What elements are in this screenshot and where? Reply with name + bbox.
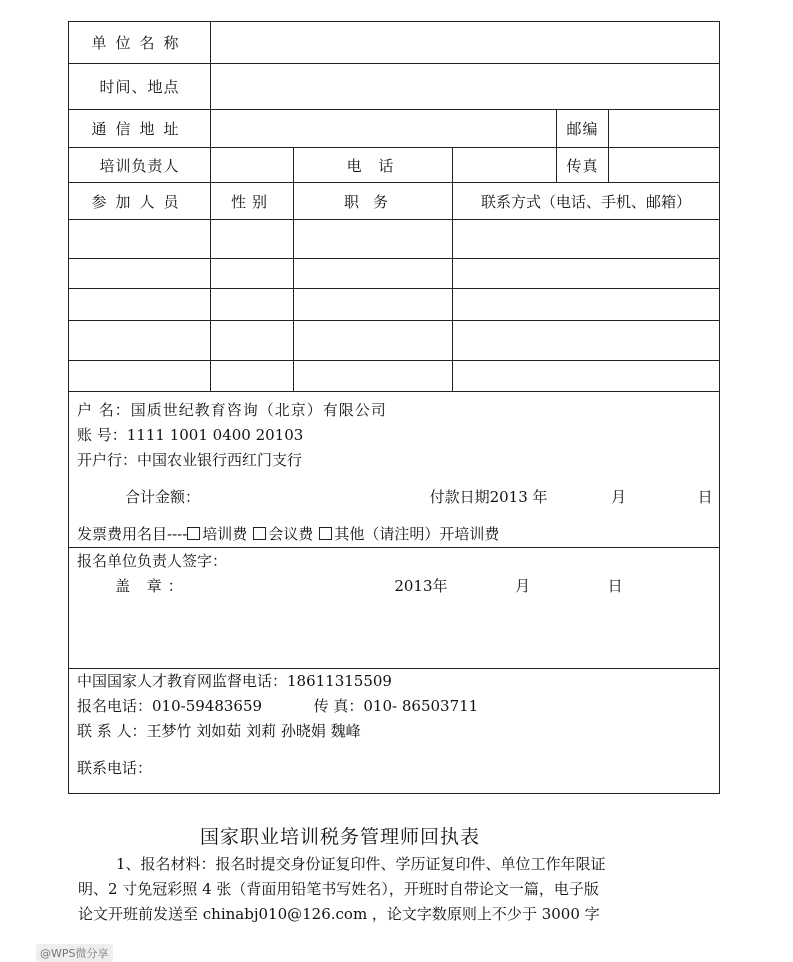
fax-field[interactable] — [609, 148, 720, 183]
checkbox-other[interactable] — [319, 527, 332, 540]
table-row — [69, 321, 720, 361]
table-row — [69, 220, 720, 259]
fax-number: 传 真：010- 86503711 — [313, 697, 479, 715]
participant-position-cell[interactable] — [294, 321, 453, 361]
phone-label: 电 话 — [294, 148, 453, 183]
total-amount-label: 合计金额： — [125, 488, 201, 506]
participant-position-cell[interactable] — [294, 220, 453, 259]
invoice-option-meeting: 会议费 — [268, 525, 314, 543]
supervise-phone: 中国国家人才教育网监督电话：18611315509 — [77, 672, 392, 690]
participant-contact-cell[interactable] — [453, 259, 720, 289]
page-title: 国家职业培训税务管理师回执表 — [200, 826, 481, 848]
wps-watermark: @WPS微分享 — [36, 944, 113, 962]
unit-name-label: 单位名称 — [69, 22, 211, 64]
invoice-option-training: 培训费 — [202, 525, 248, 543]
sign-year-label: 2013年 — [394, 577, 448, 595]
participant-contact-cell[interactable] — [453, 361, 720, 392]
pay-day-label: 日 — [697, 488, 713, 506]
registration-phone: 报名电话：010-59483659 — [77, 697, 263, 715]
sign-day-label: 日 — [607, 577, 623, 595]
signer-label: 报名单位负责人签字： — [77, 552, 228, 570]
trainer-field[interactable] — [211, 148, 294, 183]
signature-section — [69, 548, 720, 669]
notes-line: 论文开班前发送至 chinabj010@126.com ，论文字数原则上不少于 3000 字 — [78, 905, 600, 923]
participant-name-cell[interactable] — [69, 259, 211, 289]
participant-position-cell[interactable] — [294, 259, 453, 289]
postcode-field[interactable] — [609, 110, 720, 148]
table-row — [69, 259, 720, 289]
registration-form-table — [68, 21, 720, 794]
time-place-field[interactable] — [211, 64, 720, 110]
participants-gender-header: 性别 — [211, 183, 294, 220]
participant-name-cell[interactable] — [69, 289, 211, 321]
participants-position-header: 职务 — [294, 183, 453, 220]
phone-field[interactable] — [453, 148, 557, 183]
table-row — [69, 289, 720, 321]
account-name: 户 名：国质世纪教育咨询（北京）有限公司 — [77, 401, 387, 419]
participant-contact-cell[interactable] — [453, 289, 720, 321]
invoice-label: 发票费用名目---- — [77, 525, 188, 543]
payment-section — [69, 392, 720, 548]
participant-position-cell[interactable] — [294, 361, 453, 392]
bank-name: 开户行：中国农业银行西红门支行 — [77, 451, 303, 469]
participant-contact-cell[interactable] — [453, 321, 720, 361]
checkbox-meeting[interactable] — [253, 527, 266, 540]
unit-name-field[interactable] — [211, 22, 720, 64]
notes-line: 明、2 寸免冠彩照 4 张（背面用铅笔书写姓名），开班时自带论文一篇，电子版 — [78, 880, 599, 898]
account-number: 账 号：1111 1001 0400 20103 — [77, 426, 304, 444]
participant-gender-cell[interactable] — [211, 259, 294, 289]
time-place-label: 时间、地点 — [69, 64, 211, 110]
participant-name-cell[interactable] — [69, 220, 211, 259]
invoice-option-other: 其他（请注明）开培训费 — [334, 525, 500, 543]
contact-people: 联 系 人：王梦竹 刘如茹 刘莉 孙晓娟 魏峰 — [77, 722, 361, 740]
contact-section — [69, 669, 720, 794]
trainer-label: 培训负责人 — [69, 148, 211, 183]
pay-date-label: 付款日期2013 年 — [429, 488, 548, 506]
participant-gender-cell[interactable] — [211, 289, 294, 321]
table-row — [69, 361, 720, 392]
notes-line: 1、报名材料：报名时提交身份证复印件、学历证复印件、单位工作年限证 — [116, 855, 606, 873]
fax-label: 传真 — [557, 148, 609, 183]
checkbox-training[interactable] — [187, 527, 200, 540]
pay-month-label: 月 — [611, 488, 627, 506]
participant-gender-cell[interactable] — [211, 220, 294, 259]
notes-paragraph — [78, 852, 720, 927]
address-field[interactable] — [211, 110, 557, 148]
participant-name-cell[interactable] — [69, 361, 211, 392]
participants-contact-header: 联系方式（电话、手机、邮箱） — [453, 183, 720, 220]
participant-gender-cell[interactable] — [211, 361, 294, 392]
seal-label: 盖 章： — [115, 577, 189, 595]
participant-position-cell[interactable] — [294, 289, 453, 321]
contact-phone-label: 联系电话： — [77, 759, 153, 777]
participant-name-cell[interactable] — [69, 321, 211, 361]
participant-contact-cell[interactable] — [453, 220, 720, 259]
sign-month-label: 月 — [515, 577, 531, 595]
postcode-label: 邮编 — [557, 110, 609, 148]
participant-gender-cell[interactable] — [211, 321, 294, 361]
address-label: 通信地址 — [69, 110, 211, 148]
participants-name-header: 参加人员 — [69, 183, 211, 220]
